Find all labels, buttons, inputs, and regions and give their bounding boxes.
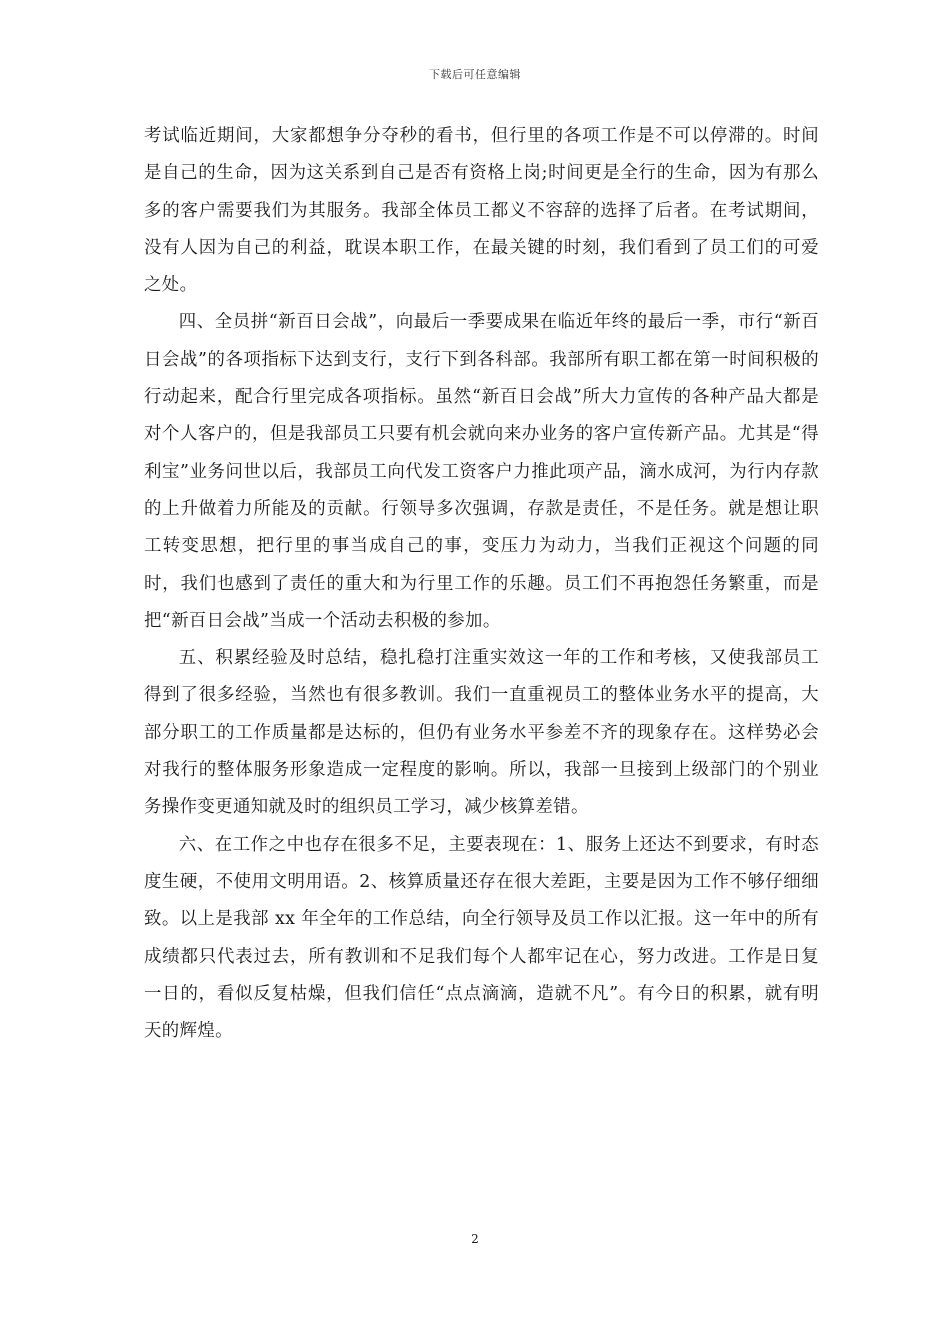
paragraph-section-five: 五、积累经验及时总结，稳扎稳打注重实效这一年的工作和考核，又使我部员工得到了很多经验，当然也有很多教训。我们一直重视员工的整体业务水平的提高，大部分职工的工作质量都是达标的，但仍有业务水平参差不齐的现象存在。这样势必会对我行的整体服务形象造成一定程度的影响。所以，我部一旦接到上级部门的个别业务操作变更通知就及时的组织员工学习，减少核算差错。: [144, 648, 819, 818]
document-body: [144, 118, 819, 1050]
page-header: 下载后可任意编辑: [429, 68, 521, 81]
page-number: 2: [471, 1232, 479, 1246]
paragraph-section-six: 六、在工作之中也存在很多不足，主要表现在：1、服务上还达不到要求，有时态度生硬，不使用文明用语。2、核算质量还存在很大差距，主要是因为工作不够仔细细致。以上是我部 xx 年全年的工作总结，向全行领导及员工作以汇报。这一年中的所有成绩都只代表过去，所有教训和不足我们每个人都牢记在心，努力改进。工作是日复一日的，看似反复枯燥，但我们信任“点点滴滴，造就不凡”。有今日的积累，就有明天的辉煌。: [144, 834, 819, 1042]
paragraph-section-four: 四、全员拼“新百日会战”，向最后一季要成果在临近年终的最后一季，市行“新百日会战”的各项指标下达到支行，支行下到各科部。我部所有职工都在第一时间积极的行动起来，配合行里完成各项指标。虽然“新百日会战”所大力宣传的各种产品大都是对个人客户的，但是我部员工只要有机会就向来办业务的客户宣传新产品。尤其是“得利宝”业务问世以后，我部员工向代发工资客户力推此项产品，滴水成河，为行内存款的上升做着力所能及的贡献。行领导多次强调，存款是责任，不是任务。就是想让职工转变思想，把行里的事当成自己的事，变压力为动力，当我们正视这个问题的同时，我们也感到了责任的重大和为行里工作的乐趣。员工们不再抱怨任务繁重，而是把“新百日会战”当成一个活动去积极的参加。: [144, 312, 819, 631]
paragraph-continuation: 考试临近期间，大家都想争分夺秒的看书，但行里的各项工作是不可以停滞的。时间是自己的生命，因为这关系到自己是否有资格上岗;时间更是全行的生命，因为有那么多的客户需要我们为其服务。我部全体员工都义不容辞的选择了后者。在考试期间，没有人因为自己的利益，耽误本职工作，在最关键的时刻，我们看到了员工们的可爱之处。: [144, 126, 819, 296]
